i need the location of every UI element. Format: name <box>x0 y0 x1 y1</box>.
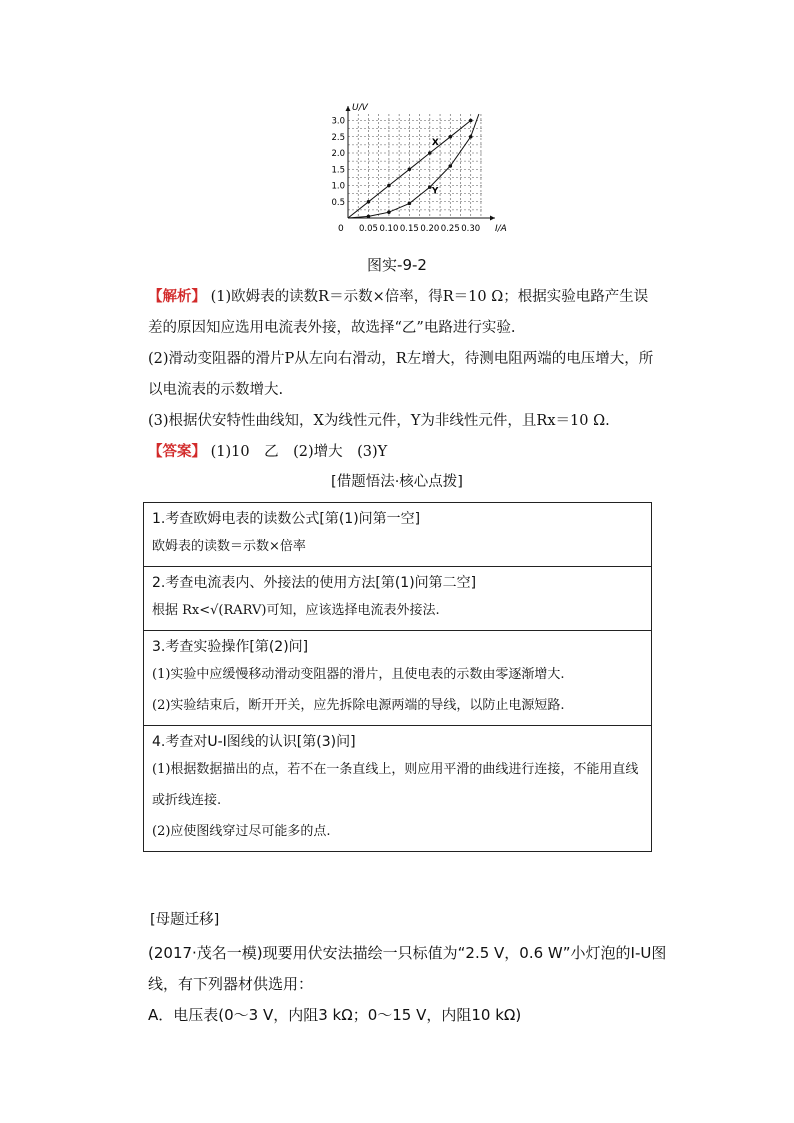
table-row <box>144 726 651 851</box>
row-heading: 2.考查电流表内、外接法的使用方法[第(1)问第二空] <box>152 575 477 591</box>
row-heading: 3.考查实验操作[第(2)问] <box>152 639 309 655</box>
data-point <box>387 210 391 214</box>
row-line: (1)根据数据描出的点，若不在一条直线上，则应用平滑的曲线进行连接，不能用直线或折线连接. <box>152 762 639 808</box>
data-point <box>408 167 412 171</box>
data-point <box>387 184 391 188</box>
x-tick-label: 0.10 <box>379 224 399 234</box>
row-line: (2)实验结束后，断开开关，应先拆除电源两端的导线，以防止电源短路. <box>152 698 565 713</box>
data-point <box>367 215 371 219</box>
row-line: 根据 Rx<√(RARV)可知，应该选择电流表外接法. <box>152 603 440 618</box>
ui-chart-svg <box>322 102 522 242</box>
y-axis-arrow <box>346 106 351 111</box>
analysis-text-1: (1)欧姆表的读数R＝示数×倍率，得R＝10 Ω；根据实验电路产生误差的原因知应选用电流表外接，故选择“乙”电路进行实验. <box>148 289 649 336</box>
x-axis-arrow <box>490 216 495 221</box>
y-tick-label: 3.0 <box>331 116 345 127</box>
figure-caption: 图实-9-2 <box>367 256 427 274</box>
analysis-text-3: (3)根据伏安特性曲线知，X为线性元件，Y为非线性元件，且Rx＝10 Ω. <box>148 413 610 429</box>
row-line: (2)应使图线穿过尽可能多的点. <box>152 824 331 839</box>
data-point <box>469 119 473 123</box>
x-tick-label: 0.05 <box>358 224 378 234</box>
section-title: [借题悟法·核心点拨] <box>331 474 463 490</box>
transfer-title: [母题迁移] <box>150 912 220 928</box>
y-tick-label: 2.0 <box>331 149 345 159</box>
ui-chart <box>322 102 522 242</box>
answer-tag: 【答案】 <box>148 444 206 460</box>
transfer-paragraph-1: (2017·茂名一模)现要用伏安法描绘一只标值为“2.5 V，0.6 W”小灯泡的I-U图线，有下列器材供选用： <box>148 944 667 993</box>
analysis-tag: 【解析】 <box>148 289 206 305</box>
table-row <box>144 631 651 726</box>
data-point <box>408 202 412 206</box>
table-row <box>144 503 651 567</box>
key-points-table <box>143 502 652 852</box>
y-axis-label: U/V <box>352 103 368 113</box>
series-label-y: Y <box>431 186 439 197</box>
analysis-text-2: (2)滑动变阻器的滑片P从左向右滑动，R左增大，待测电阻两端的电压增大，所以电流表的示数增大. <box>148 351 654 398</box>
y-tick-label: 0.5 <box>331 197 345 208</box>
origin-label: 0 <box>338 224 344 234</box>
series-label-x: X <box>431 137 439 148</box>
row-line: 欧姆表的读数＝示数×倍率 <box>152 539 306 554</box>
analysis-paragraph-2 <box>148 344 658 406</box>
row-heading: 1.考查欧姆电表的读数公式[第(1)问第一空] <box>152 511 421 527</box>
transfer-paragraph-2: A．电压表(0～3 V，内阻3 kΩ；0～15 V，内阻10 kΩ) <box>148 1006 522 1024</box>
y-tick-label: 2.5 <box>331 132 345 143</box>
data-point <box>469 135 473 139</box>
analysis-paragraph-1 <box>148 282 658 344</box>
data-point <box>448 164 452 168</box>
y-tick-label: 1.0 <box>331 181 345 192</box>
answer-paragraph <box>148 437 658 468</box>
row-line: (1)实验中应缓慢移动滑动变阻器的滑片，且使电表的示数由零逐渐增大. <box>152 667 565 682</box>
table-row <box>144 567 651 631</box>
data-point <box>448 135 452 139</box>
answer-text: (1)10 乙 (2)增大 (3)Y <box>210 444 388 460</box>
x-axis-label: I/A <box>495 224 507 234</box>
x-tick-label: 0.20 <box>420 224 440 234</box>
x-tick-label: 0.30 <box>461 224 481 234</box>
y-tick-label: 1.5 <box>331 165 345 176</box>
analysis-paragraph-3 <box>148 406 658 437</box>
data-point <box>367 200 371 204</box>
x-tick-label: 0.15 <box>399 224 419 234</box>
data-point <box>428 151 432 155</box>
row-heading: 4.考查对U-I图线的认识[第(3)问] <box>152 734 356 750</box>
x-tick-label: 0.25 <box>440 224 460 234</box>
